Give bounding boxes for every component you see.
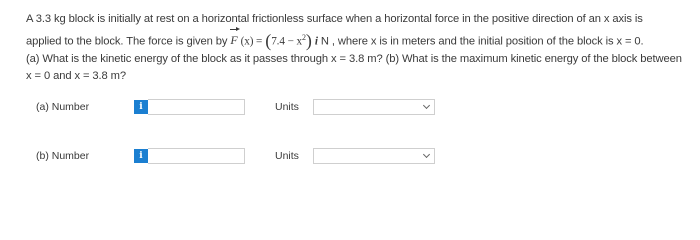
answer-row-a: [36, 96, 299, 118]
problem-line-2: applied to the block. The force is given by F $(x) = (7.4 - x^2)$ i N , where x is in meters and the initial position of the block is x = 0.: [26, 30, 644, 51]
chevron-down-icon: [423, 102, 430, 109]
close-paren: ): [305, 30, 312, 51]
chevron-down-icon: [423, 151, 430, 158]
part-b-units-label: Units: [275, 150, 299, 162]
problem-line-4: x = 0 and x = 3.8 m?: [26, 70, 126, 83]
open-paren: (: [265, 30, 272, 51]
problem-line-1: A 3.3 kg block is initially at rest on a horizontal frictionless surface when a horizontal force in the positive direction of an x axis is: [26, 13, 643, 25]
part-b-number-input[interactable]: [148, 148, 245, 164]
unit-vector-i: i: [314, 35, 318, 48]
part-b-label: (b) Number: [36, 150, 90, 162]
info-icon[interactable]: i: [134, 100, 148, 114]
force-expression: 7.4 − x: [271, 35, 302, 48]
part-a-number-input[interactable]: [148, 99, 245, 115]
info-icon[interactable]: i: [134, 149, 148, 163]
force-vector-symbol: F: [230, 32, 237, 50]
problem-line-3: (a) What is the kinetic energy of the block as it passes through x = 3.8 m? (b) What is the maximum kinetic energy of the block between: [26, 52, 682, 65]
answer-row-b: [36, 145, 299, 167]
part-a-units-label: Units: [275, 101, 299, 113]
part-b-units-select[interactable]: [313, 148, 435, 164]
force-exponent: 2: [301, 32, 306, 42]
force-argument: (x) =: [240, 35, 263, 48]
part-a-units-select[interactable]: [313, 99, 435, 115]
force-unit: N: [320, 35, 329, 48]
part-a-label: (a) Number: [36, 101, 90, 113]
problem-statement: [26, 11, 686, 86]
